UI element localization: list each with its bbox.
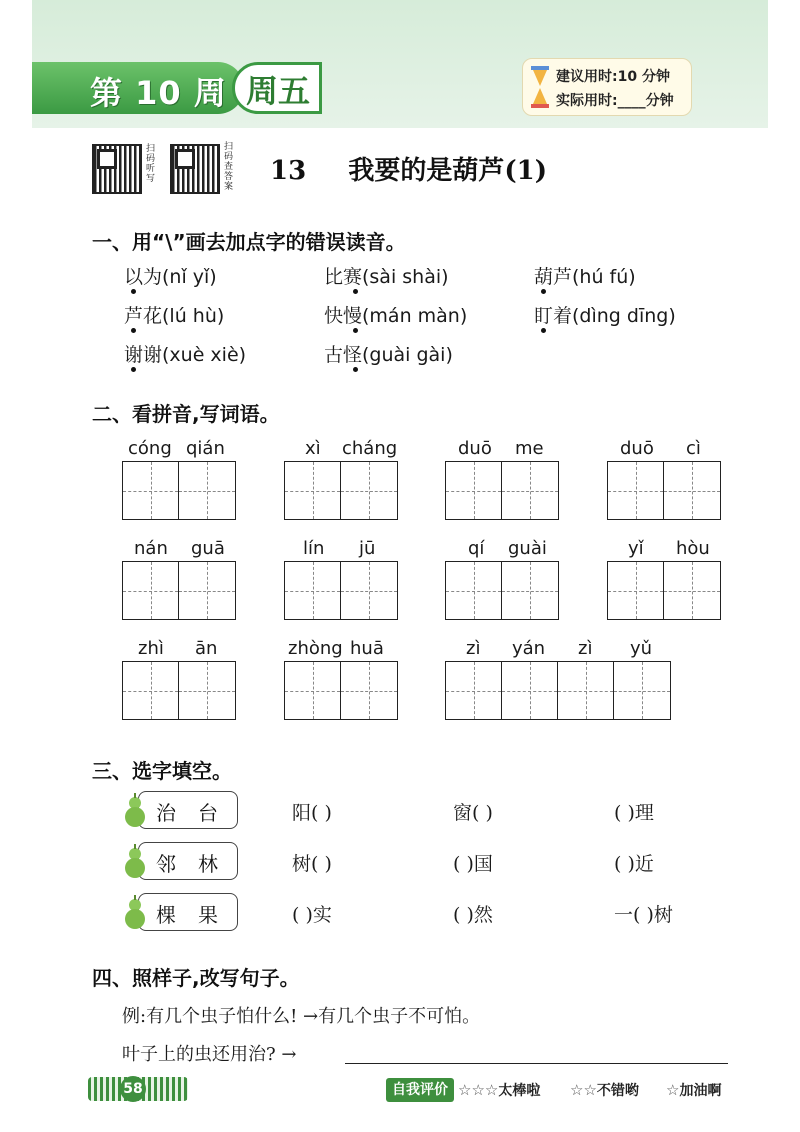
- actual-time: 实际用时:____分钟: [556, 93, 674, 109]
- pinyin-label: zhì: [138, 638, 164, 659]
- pinyin-label: me: [515, 438, 544, 459]
- gourd-icon: [120, 895, 150, 931]
- pinyin-label: jū: [359, 538, 376, 559]
- answer-line[interactable]: [345, 1063, 728, 1064]
- emphasis-dot: [353, 328, 358, 333]
- emphasis-dot: [541, 328, 546, 333]
- emphasis-dot: [131, 367, 136, 372]
- writing-grid[interactable]: [284, 661, 398, 720]
- writing-grid[interactable]: [122, 661, 236, 720]
- pinyin-label: qián: [186, 438, 225, 459]
- section-3-title: 三、选字填空。: [92, 759, 232, 783]
- fill-blank[interactable]: 阳( ): [292, 802, 332, 824]
- example-sentence: 例:有几个虫子怕什么! →有几个虫子不可怕。: [122, 1006, 481, 1027]
- pinyin-label: guài: [508, 538, 547, 559]
- emphasis-dot: [541, 289, 546, 294]
- pinyin-label: qí: [468, 538, 485, 559]
- writing-grid[interactable]: [284, 561, 398, 620]
- pinyin-choice-item[interactable]: 快慢(mán màn): [324, 305, 468, 327]
- pinyin-label: zì: [578, 638, 593, 659]
- eval-option-keep-going[interactable]: ☆加油啊: [666, 1081, 722, 1099]
- char-choice-box: [120, 791, 240, 829]
- question-sentence: 叶子上的虫还用治? →: [122, 1044, 297, 1065]
- suggested-time: 建议用时:10 分钟: [556, 69, 670, 85]
- star-icon: ☆☆☆: [458, 1081, 499, 1099]
- writing-grid[interactable]: [122, 461, 236, 520]
- qr-code-answers[interactable]: [170, 144, 220, 194]
- pinyin-label: yǐ: [628, 538, 644, 559]
- week-label: 第 10 周: [90, 74, 227, 112]
- pinyin-choice-item[interactable]: 比赛(sài shài): [324, 266, 449, 288]
- section-1-title: 一、用“\”画去加点字的错误读音。: [92, 230, 406, 254]
- eval-option-good[interactable]: ☆☆不错哟: [570, 1081, 639, 1099]
- pinyin-label: zì: [466, 638, 481, 659]
- fill-blank[interactable]: ( )近: [614, 853, 654, 875]
- pinyin-choice-item[interactable]: 芦花(lú hù): [124, 305, 225, 327]
- writing-grid[interactable]: [445, 661, 671, 720]
- pinyin-choice-item[interactable]: 以为(nǐ yǐ): [124, 266, 217, 288]
- pinyin-label: guā: [191, 538, 225, 559]
- char-choice-box: [120, 893, 240, 931]
- writing-grid[interactable]: [122, 561, 236, 620]
- section-2-title: 二、看拼音,写词语。: [92, 402, 280, 426]
- fill-blank[interactable]: 树( ): [292, 853, 332, 875]
- emphasis-dot: [131, 328, 136, 333]
- pinyin-label: zhòng: [288, 638, 343, 659]
- writing-grid[interactable]: [284, 461, 398, 520]
- choice-chars: 治台: [156, 801, 240, 825]
- pinyin-label: cóng: [128, 438, 172, 459]
- pinyin-label: ān: [195, 638, 218, 659]
- choice-chars: 棵果: [156, 903, 240, 927]
- pinyin-label: yǔ: [630, 638, 653, 659]
- section-4-title: 四、照样子,改写句子。: [92, 966, 300, 990]
- fill-blank[interactable]: ( )实: [292, 904, 332, 926]
- eval-option-great[interactable]: ☆☆☆太棒啦: [458, 1081, 541, 1099]
- gourd-icon: [120, 844, 150, 880]
- choice-chars: 邻林: [156, 852, 240, 876]
- pinyin-label: cì: [686, 438, 701, 459]
- qr-code-dictation[interactable]: [92, 144, 142, 194]
- fill-blank[interactable]: ( )国: [453, 853, 493, 875]
- pinyin-label: xì: [305, 438, 321, 459]
- pinyin-label: lín: [303, 538, 325, 559]
- pinyin-choice-item[interactable]: 葫芦(hú fú): [534, 266, 636, 288]
- pinyin-choice-item[interactable]: 谢谢(xuè xiè): [124, 344, 247, 366]
- writing-grid[interactable]: [445, 461, 559, 520]
- emphasis-dot: [353, 367, 358, 372]
- lesson-name: 我要的是葫芦(1): [348, 156, 548, 186]
- day-label: 周五: [246, 72, 311, 110]
- pinyin-label: duō: [620, 438, 654, 459]
- pinyin-choice-item[interactable]: 盯着(dìng dīng): [534, 305, 676, 327]
- pinyin-label: duō: [458, 438, 492, 459]
- lesson-number: 13: [270, 156, 307, 186]
- fill-blank[interactable]: 窗( ): [453, 802, 493, 824]
- pinyin-label: hòu: [676, 538, 710, 559]
- char-choice-box: [120, 842, 240, 880]
- emphasis-dot: [131, 289, 136, 294]
- fill-blank[interactable]: 一( )树: [614, 904, 673, 926]
- pinyin-label: cháng: [342, 438, 398, 459]
- fill-blank[interactable]: ( )然: [453, 904, 493, 926]
- star-icon: ☆: [666, 1081, 680, 1099]
- pinyin-label: yán: [512, 638, 546, 659]
- hourglass-icon: [530, 66, 550, 108]
- star-icon: ☆☆: [570, 1081, 597, 1099]
- fill-blank[interactable]: ( )理: [614, 802, 654, 824]
- qr-label-answers: 扫码查答案: [224, 142, 234, 192]
- page-number: 58: [120, 1076, 146, 1102]
- qr-label-dictation: 扫码听写: [146, 144, 156, 184]
- writing-grid[interactable]: [607, 561, 721, 620]
- pinyin-label: nán: [134, 538, 168, 559]
- pinyin-label: huā: [350, 638, 384, 659]
- gourd-icon: [120, 793, 150, 829]
- writing-grid[interactable]: [607, 461, 721, 520]
- lesson-title: [270, 150, 547, 187]
- self-eval-label: 自我评价: [386, 1078, 454, 1102]
- pinyin-choice-item[interactable]: 古怪(guài gài): [324, 344, 453, 366]
- emphasis-dot: [353, 289, 358, 294]
- writing-grid[interactable]: [445, 561, 559, 620]
